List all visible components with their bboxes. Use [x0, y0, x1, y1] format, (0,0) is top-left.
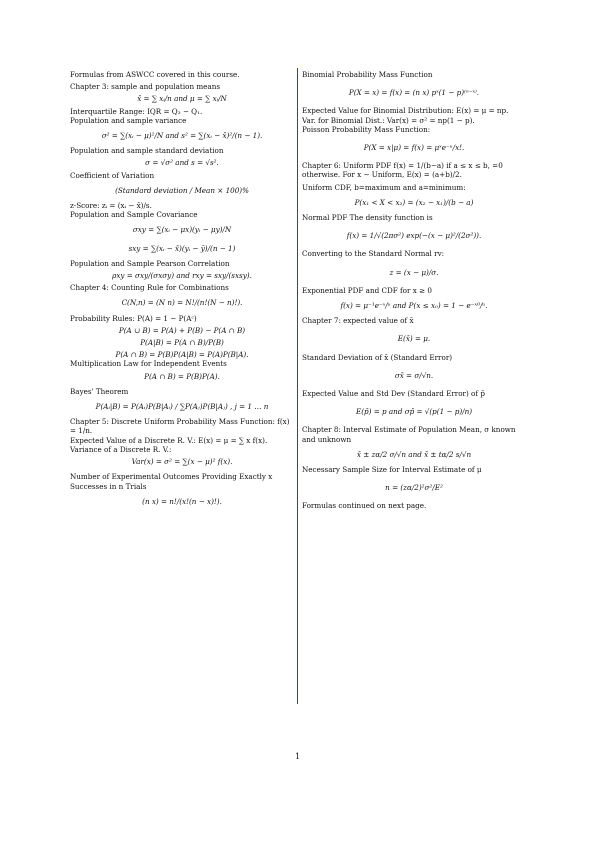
sample-covariance-formula: sxy = ∑(xᵢ − x̄)(yᵢ − ȳ)/(n − 1)	[128, 243, 236, 253]
intersection-formula: P(A ∩ B) = P(B)P(A|B) = P(A)P(B|A).	[115, 350, 249, 360]
sample-size-formula: n = (zα/2)²σ²/E²	[385, 483, 443, 493]
normal-pdf-heading: Normal PDF The density function is	[302, 213, 433, 223]
standard-error-formula: σx̄ = σ/√n.	[394, 370, 434, 380]
chapter4-heading: Chapter 4: Counting Rule for Combinations	[70, 283, 229, 293]
binomial-formula: P(X = x) = f(x) = (n x) pˣ(1 − p)⁽ⁿ⁻ˣ⁾.	[348, 88, 480, 98]
pop-covariance-formula: σxy = ∑(xᵢ − μx)(yᵢ − μy)/N	[132, 225, 232, 235]
variance-rv-heading: Variance of a Discrete R. V.:	[70, 444, 172, 454]
covariance-heading: Population and Sample Covariance	[70, 210, 198, 220]
cv-formula: (Standard deviation / Mean × 100)%	[115, 185, 249, 195]
uniform-cdf-heading: Uniform CDF, b=maximum and a=minimum:	[302, 182, 466, 192]
expected-value-line: Expected Value of a Discrete R. V.: E(x) = μ = ∑ x f(x).	[70, 435, 268, 445]
outcomes-heading: Number of Experimental Outcomes Providing Exactly x Successes in n Trials	[70, 472, 273, 491]
pbar-formula: E(p̄) = p and σp̄ = √(p(1 − p)/n)	[355, 407, 473, 417]
sample-size-heading: Necessary Sample Size for Interval Estimate of μ	[302, 465, 482, 475]
intro-line: Formulas from ASWCC covered in this course.	[70, 70, 240, 79]
right-column	[302, 70, 526, 511]
standard-normal-heading: Converting to the Standard Normal rv:	[302, 249, 445, 259]
probability-rules-line: Probability Rules: P(A) = 1 − P(Aᶜ)	[70, 313, 197, 323]
expected-xbar-formula: E(x̄) = μ.	[397, 334, 431, 344]
combinations-formula: C(N,n) = (N n) = N!/(n!(N − n)!).	[121, 298, 243, 308]
variance-heading: Population and sample variance	[70, 115, 187, 125]
standard-error-heading: Standard Deviation of x̄ (Standard Error)	[302, 352, 453, 362]
outcomes-formula: (n x) = n!/(x!(n − x)!).	[142, 496, 222, 506]
conditional-formula: P(A|B) = P(A ∩ B)/P(B)	[140, 338, 224, 348]
page-number: 1	[294, 752, 301, 761]
column-divider	[297, 68, 298, 704]
binomial-variance-line: Var. for Binomial Dist.: Var(x) = σ² = np(1 − p).	[302, 115, 475, 125]
cv-heading: Coefficient of Variation	[70, 170, 155, 180]
exponential-formula: f(x) = μ⁻¹e⁻ˣ/ᵘ and P(x ≤ x₀) = 1 − e⁻ˣ⁰/ᵘ.	[340, 301, 488, 311]
uniform-cdf-formula: P(x₁ < X < x₂) = (x₂ − x₁)/(b − a)	[354, 197, 474, 207]
independent-formula: P(A ∩ B) = P(B)P(A).	[144, 371, 220, 381]
chapter8-heading: Chapter 8: Interval Estimate of Population Mean, σ known and unknown	[302, 425, 516, 444]
continued-note: Formulas continued on next page.	[302, 501, 427, 511]
poisson-formula: P(X = x|μ) = f(x) = μˣe⁻ᵘ/x!.	[363, 143, 465, 153]
normal-pdf-formula: f(x) = 1/√(2πσ²) exp(−(x − μ)²/(2σ²)).	[346, 231, 482, 241]
pbar-heading: Expected Value and Std Dev (Standard Error) of p̄	[302, 389, 485, 399]
stddev-heading: Population and sample standard deviation	[70, 146, 224, 156]
bayes-heading: Bayes' Theorem	[70, 386, 129, 396]
interval-estimate-formula: x̄ ± zα/2 σ/√n and x̄ ± tα/2 s/√n	[356, 449, 472, 459]
bayes-formula: P(Aᵢ|B) = P(Aᵢ)P(B|Aᵢ) / ∑P(Aⱼ)P(B|Aⱼ) , j = 1 … n	[95, 402, 269, 412]
means-formula: x̄ = ∑ xᵢ/n and μ = ∑ xᵢ/N	[137, 94, 227, 104]
correlation-heading: Population and Sample Pearson Correlation	[70, 258, 230, 268]
correlation-formula: ρxy = σxy/(σxσy) and rxy = sxy/(sxsy).	[112, 271, 252, 281]
union-formula: P(A ∪ B) = P(A) + P(B) − P(A ∩ B)	[118, 325, 246, 335]
left-column	[70, 70, 294, 506]
standard-normal-formula: z = (x − μ)/σ.	[389, 267, 439, 277]
iqr-line: Interquartile Range: IQR = Q₃ − Q₁.	[70, 106, 203, 116]
exponential-heading: Exponential PDF and CDF for x ≥ 0	[302, 285, 432, 295]
poisson-heading: Poisson Probability Mass Function:	[302, 124, 431, 134]
chapter6-uniform-line: Chapter 6: Uniform PDF f(x) = 1/(b−a) if a ≤ x ≤ b, =0 otherwise. For x ∼ Uniform, E(x) = (a+b)/2.	[302, 161, 503, 180]
binomial-heading: Binomial Probability Mass Function	[302, 70, 433, 79]
chapter3-heading: Chapter 3: sample and population means	[70, 82, 221, 92]
chapter7-heading: Chapter 7: expected value of x̄	[302, 316, 414, 326]
stddev-formula: σ = √σ² and s = √s².	[145, 158, 219, 168]
chapter5-heading: Chapter 5: Discrete Uniform Probability Mass Function: f(x) = 1/n.	[70, 417, 290, 436]
zscore-line: z-Score: zᵢ = (xᵢ − x̄)/s.	[70, 201, 152, 211]
independent-heading: Multiplication Law for Independent Events	[70, 359, 227, 369]
variance-formula: σ² = ∑(xᵢ − μ)²/N and s² = ∑(xᵢ − x̄)²/(n − 1).	[101, 131, 263, 141]
variance-rv-formula: Var(x) = σ² = ∑(x − μ)² f(x).	[131, 457, 233, 467]
binomial-expected-line: Expected Value for Binomial Distribution: E(x) = μ = np.	[302, 106, 509, 116]
